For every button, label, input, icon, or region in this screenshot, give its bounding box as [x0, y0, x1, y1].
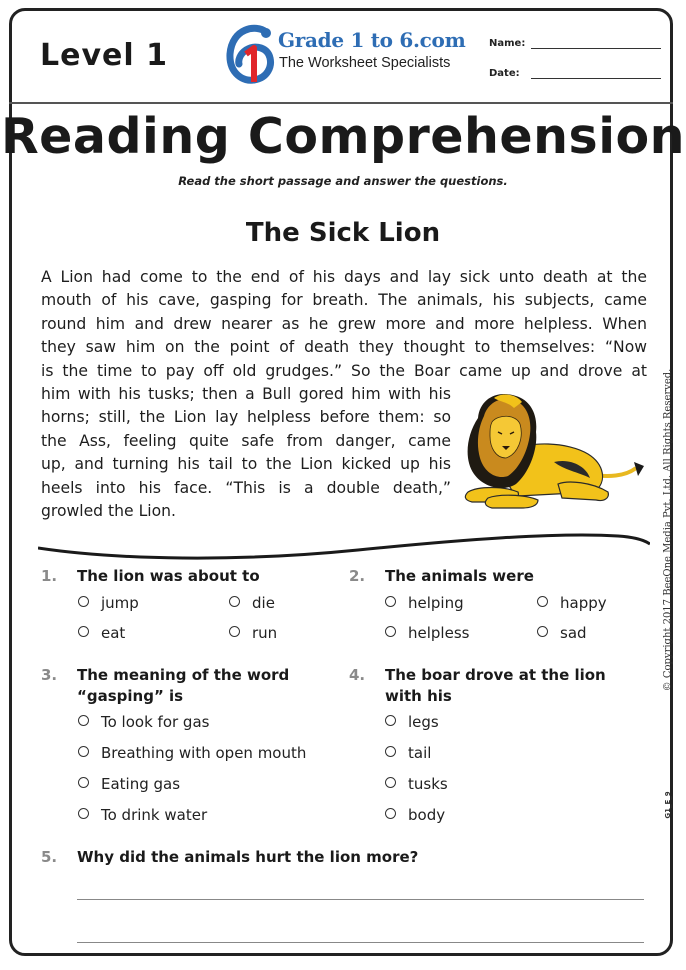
question-number: 3.	[41, 666, 58, 684]
passage-line: mouth of his cave, gasping for breath. The animals, his subjects, came	[41, 291, 647, 310]
radio-button[interactable]	[385, 626, 396, 637]
question-number: 1.	[41, 567, 58, 585]
passage-line: him with his tusks; then a Bull gored him with his	[41, 385, 451, 403]
radio-button[interactable]	[229, 626, 240, 637]
radio-button[interactable]	[537, 626, 548, 637]
radio-button[interactable]	[78, 777, 89, 788]
answer-option[interactable]: To look for gas	[78, 713, 209, 731]
question-text-line2: with his	[385, 687, 452, 705]
answer-line[interactable]	[77, 942, 644, 943]
passage-line: round him and drew nearer as he grew more and more helpless. When	[41, 314, 647, 333]
worksheet-code: G1_E_9	[664, 791, 672, 819]
logo-subtitle: The Worksheet Specialists	[279, 55, 451, 71]
answer-option[interactable]: helpless	[385, 624, 469, 642]
instructions: Read the short passage and answer the questions.	[178, 174, 508, 188]
question-text: The lion was about to	[77, 567, 260, 585]
question-text-line2: “gasping” is	[77, 687, 184, 705]
radio-button[interactable]	[537, 596, 548, 607]
question-text: The animals were	[385, 567, 534, 585]
answer-option[interactable]: jump	[78, 594, 139, 612]
answer-option[interactable]: Breathing with open mouth	[78, 744, 306, 762]
site-logo	[226, 24, 466, 84]
grade-logo-icon	[226, 24, 278, 84]
radio-button[interactable]	[229, 596, 240, 607]
name-line[interactable]	[531, 48, 661, 49]
lion-illustration-icon	[458, 388, 648, 510]
answer-option[interactable]: body	[385, 806, 445, 824]
page-title: Reading Comprehension	[0, 108, 686, 165]
answer-option[interactable]: Eating gas	[78, 775, 180, 793]
passage-line: the Ass, feeling quite safe from danger, came	[41, 431, 451, 450]
answer-option[interactable]: eat	[78, 624, 125, 642]
question-number: 2.	[349, 567, 366, 585]
answer-option[interactable]: legs	[385, 713, 439, 731]
answer-option[interactable]: helping	[385, 594, 464, 612]
passage-top	[41, 266, 647, 383]
radio-button[interactable]	[78, 596, 89, 607]
radio-button[interactable]	[385, 808, 396, 819]
answer-option[interactable]: happy	[537, 594, 607, 612]
question-text-line1: The boar drove at the lion	[385, 666, 606, 684]
name-field[interactable]	[489, 38, 525, 49]
copyright-notice: © Copyright 2017 BeeOne Media Pvt. Ltd. All Rights Reserved.	[662, 368, 674, 692]
passage-line: growled the Lion.	[41, 502, 176, 521]
radio-button[interactable]	[385, 777, 396, 788]
question-text-line1: The meaning of the word	[77, 666, 290, 684]
story-title: The Sick Lion	[245, 218, 441, 248]
passage-line: is the time to pay off old grudges.” So the Boar came up and drove at	[41, 361, 647, 380]
radio-button[interactable]	[78, 626, 89, 637]
passage-line: heels into his face. “This is a double death,”	[41, 478, 451, 497]
answer-option[interactable]: tail	[385, 744, 431, 762]
date-label: Date:	[489, 68, 520, 79]
passage-line: they saw him on the point of death they thought to themselves: “Now	[41, 338, 647, 357]
passage-line: A Lion had come to the end of his days and lay sick unto death at the	[41, 268, 647, 286]
wave-divider-icon	[38, 526, 650, 562]
radio-button[interactable]	[78, 715, 89, 726]
answer-option[interactable]: tusks	[385, 775, 448, 793]
passage-bottom	[41, 383, 451, 523]
answer-option[interactable]: run	[229, 624, 277, 642]
name-label: Name:	[489, 38, 526, 49]
question-number: 4.	[349, 666, 366, 684]
date-line[interactable]	[531, 78, 661, 79]
answer-option[interactable]: die	[229, 594, 275, 612]
answer-option[interactable]: sad	[537, 624, 587, 642]
logo-title: Grade 1 to 6.com	[278, 28, 466, 52]
radio-button[interactable]	[78, 808, 89, 819]
passage-line: horns; still, the Lion lay helpless before them: so	[41, 408, 451, 427]
question-number: 5.	[41, 848, 58, 866]
date-field[interactable]	[489, 68, 520, 79]
answer-line[interactable]	[77, 899, 644, 900]
radio-button[interactable]	[78, 746, 89, 757]
radio-button[interactable]	[385, 746, 396, 757]
answer-option[interactable]: To drink water	[78, 806, 207, 824]
question-text: Why did the animals hurt the lion more?	[77, 848, 419, 866]
radio-button[interactable]	[385, 596, 396, 607]
radio-button[interactable]	[385, 715, 396, 726]
level-label: Level 1	[40, 38, 168, 73]
passage-line: up, and turning his tail to the Lion kicked up his	[41, 455, 451, 474]
